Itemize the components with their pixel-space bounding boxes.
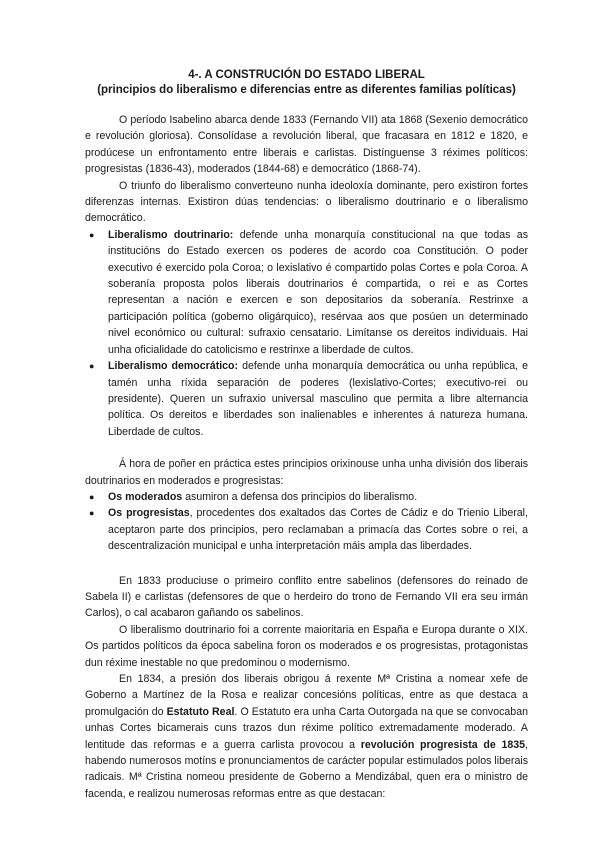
term: Os moderados [108,490,183,503]
definition: defende unha monarquía democrática ou unha república, e tamén unha ríxida separación de poderes (lexislativo-Cortes; executivo-rei ou presidente). Queren un sufraxio universal masculino que permita a libre alternancia política. Os dereitos e liberdades son inalienables e inherentes á natureza humana. Liberdade de cultos. [108,360,528,438]
definition: , procedentes dos exaltados das Cortes de Cádiz e do Trienio Liberal, aceptaron parte dos principios, pero reclamaban a primacía das Cortes sobre o rei, a descentralización municipal e unha interpretación máis ampla das liberdades. [108,507,528,553]
list-item [85,489,528,505]
term: Liberalismo democrático: [108,360,239,373]
bullet-icon: ● [89,229,95,240]
bullet-icon: ● [89,491,95,502]
paragraph-periodo-isabelino: O período Isabelino abarca dende 1833 (Fernando VII) ata 1868 (Sexenio democrático e revolución gloriosa). Consolídase a revolución liberal, que fracasara en 1812 e 1820, e prodúcese un enfrontamento entre liberais e carlistas. Distínguense 3 réximes políticos: progresistas (1836-43), moderados (1844-68) e democrático (1868-74). [85,114,528,176]
page-subtitle: (principios do liberalismo e diferencias entre as diferentes familias políticas) [97,84,516,96]
list-item [85,227,528,358]
revolucion-progresista: revolución progresista de 1835 [360,738,526,751]
paragraph-triunfo-liberalismo: O triunfo do liberalismo converteuno nunha ideoloxía dominante, pero existiron fortes diferenzas internas. Existiron dúas tendencias: o liberalismo doutrinario e o liberalismo democrático. [85,179,528,225]
bullet-icon: ● [89,508,95,519]
term: Os progresistas [108,507,190,520]
tendencias-list [85,227,528,440]
document-page [85,68,528,802]
paragraph-conflito-1833: En 1833 produciuse o primeiro conflito entre sabelinos (defensores do reinado de Sabela II) e carlistas (defensores de que o herdeiro do trono de Fernando VII era seu irmán Carlos), o cal acabaron gañando os sabelinos. [85,574,528,620]
term: Liberalismo doutrinario: [108,228,234,241]
faccions-list [85,489,528,555]
list-item [85,505,528,554]
bullet-icon: ● [89,361,95,372]
paragraph-liberalismo-doutrinario: O liberalismo doutrinario foi a corrente maioritaria en España e Europa durante o XIX. Os partidos políticos da época sabelina foron os moderados e os progresistas, protagonistas dun réxime inestable no que predominou o modernismo. [85,623,528,669]
definition: defende unha monarquía constitucional na que todas as institucións do Estado exercen os poderes de acordo coa Constitución. O poder executivo é exercido pola Coroa; o lexislativo é compartido polas Cortes e pola Coroa. A soberanía proposta polos liberais doutrinarios é compartida, o rei e as Cortes representan a nación e exercen e son depositarios da soberanía. Restrinxe a participación política (goberno oligárquico), resérvaa aos que posúen un determinado nivel económico ou cultural: sufraxio censatario. Limítanse os dereitos individuais. Hai unha oficialidade do catolicismo e restrinxe a liberdade de cultos. [108,228,528,356]
estatuto-real: Estatuto Real [166,705,235,718]
paragraph-division-liberais: Á hora de poñer en práctica estes principios orixinouse unha unha división dos liberais doutrinarios en moderados e progresistas: [85,458,528,487]
list-item [85,358,528,440]
definition: asumiron a defensa dos principios do liberalismo. [182,490,418,503]
page-title: 4-. A CONSTRUCIÓN DO ESTADO LIBERAL [188,69,425,81]
paragraph-1834: En 1834, a presión dos liberais obrigou á rexente Mª Cristina a nomear xefe de Goberno a Martínez de la Rosa e realizar concesións políticas, entre as que destaca a promulgación do Estatuto Real. O Estatuto era unha Carta Outorgada na que se convocaban unhas Cortes bicamerais cuns trazos dun réxime político extremadamente moderado. A lentitude das reformas e a guerra carlista provocou a revolución progresista de 1835, habendo numerosos motíns e pronunciamentos de carácter popular estimulados polos liberais radicais. Mª Cristina nomeou presidente de Goberno a Mendizábal, quen era o ministro de facenda, e realizou numerosas reformas entre as que destacan: [85,673,528,800]
